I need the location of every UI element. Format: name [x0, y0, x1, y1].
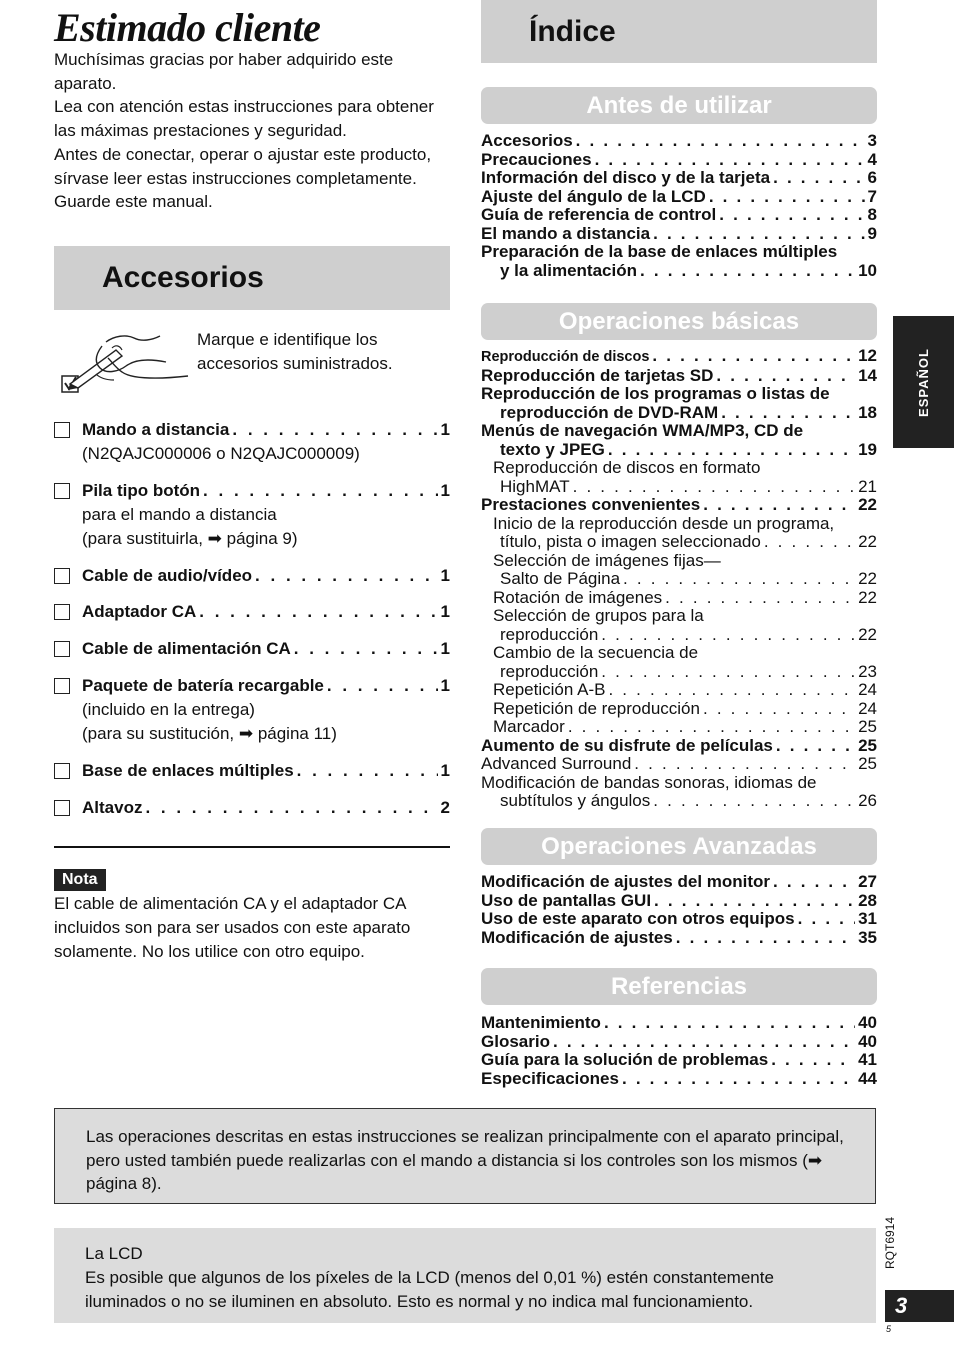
accessory-line — [82, 600, 450, 624]
accessory-note: (para sustituirla, ➡ página 9) — [82, 529, 298, 548]
leader-dots — [654, 892, 855, 911]
toc-entry[interactable] — [481, 755, 877, 774]
toc-entry[interactable] — [481, 478, 877, 497]
marker-instruction: Marque e identifique los accesorios suministrados. — [197, 330, 393, 373]
leader-dots — [623, 570, 855, 589]
leader-dots — [676, 929, 855, 948]
toc-entry[interactable] — [481, 404, 877, 423]
toc-entry-label: Uso de este aparato con otros equipos — [481, 909, 795, 928]
lcd-box — [54, 1228, 876, 1323]
accessory-item — [54, 674, 450, 746]
toc-entry-label: HighMAT — [500, 476, 570, 496]
leader-dots — [608, 681, 855, 700]
accessory-count: 1 — [440, 566, 450, 585]
pen-checkmark-icon — [56, 328, 194, 400]
info-box: Las operaciones descritas en estas instrucciones se realizan principalmente con el aparato principal, pero usted también puede realizarlas con el mando a distancia si los controles son los mismos (➡ página 8). — [54, 1108, 876, 1204]
toc-entry-label: Guía de referencia de control — [481, 205, 717, 224]
leader-dots — [145, 796, 437, 820]
toc-entry-label: Reproducción de los programas o listas de — [481, 384, 830, 403]
toc-entry-label: Modificación de ajustes del monitor — [481, 872, 771, 891]
toc-entry-page: 41 — [858, 1050, 877, 1069]
toc-entry-label: Rotación de imágenes — [493, 587, 663, 607]
intro-paragraph: Muchísimas gracias por haber adquirido este aparato. — [54, 50, 394, 93]
accessory-count: 1 — [440, 602, 450, 621]
accessory-count: 2 — [440, 798, 450, 817]
accessory-label: Paquete de batería recargable — [82, 676, 324, 695]
accessory-item — [54, 564, 450, 588]
leader-dots — [709, 188, 865, 207]
toc-entry-label: Marcador — [493, 717, 565, 736]
accessory-item — [54, 637, 450, 661]
toc-entry[interactable] — [481, 570, 877, 589]
leader-dots — [232, 418, 437, 442]
toc-section-title: Referencias — [610, 972, 748, 1000]
toc-list — [481, 873, 877, 947]
toc-entry-page: 19 — [858, 439, 877, 459]
lcd-box-text: Es posible que algunos de los píxeles de la LCD (menos del 0,01 %) estén constantemente iluminados o no se iluminen en absoluto. Esto es normal y no indica mal funcionamiento. — [85, 1268, 774, 1311]
toc-entry[interactable] — [481, 663, 877, 682]
leader-dots — [764, 533, 855, 552]
toc-entry-page: 6 — [867, 168, 877, 187]
toc-entry[interactable] — [481, 422, 877, 441]
checkbox[interactable] — [54, 568, 70, 584]
accessory-item — [54, 759, 450, 783]
toc-entry-label: Accesorios — [481, 131, 573, 150]
toc-entry-page: 44 — [858, 1068, 877, 1088]
toc-entry[interactable] — [481, 644, 877, 663]
leader-dots — [634, 755, 855, 774]
toc-entry[interactable] — [481, 700, 877, 719]
toc-entry-page: 3 — [867, 131, 877, 150]
toc-entry-page: 26 — [858, 791, 877, 810]
toc-entry-page: 22 — [858, 624, 877, 644]
toc-entry-label: subtítulos y ángulos — [500, 791, 651, 810]
toc-entry-page: 22 — [858, 532, 877, 551]
toc-entry[interactable] — [481, 1014, 877, 1033]
checkbox[interactable] — [54, 678, 70, 694]
toc-section-title: Operaciones básicas — [558, 307, 800, 335]
toc-entry[interactable] — [481, 367, 877, 386]
toc-section-title: Operaciones Avanzadas — [541, 832, 817, 860]
document-code — [872, 1210, 908, 1276]
toc-section-title: Antes de utilizar — [586, 91, 772, 119]
toc-entry-label: Inicio de la reproducción desde un programa, — [493, 513, 835, 533]
toc-entry[interactable] — [481, 552, 877, 571]
checkbox[interactable] — [54, 800, 70, 816]
leader-dots — [776, 737, 855, 756]
accessory-line — [82, 796, 450, 820]
toc-entry-page: 22 — [858, 587, 877, 607]
toc-entry-page: 18 — [858, 402, 877, 422]
accessory-item — [54, 418, 450, 466]
toc-entry[interactable] — [481, 589, 877, 608]
accessory-item — [54, 479, 450, 551]
checkbox[interactable] — [54, 763, 70, 779]
toc-entry[interactable] — [481, 347, 877, 367]
toc-entry[interactable] — [481, 496, 877, 515]
accessory-label: Pila tipo botón — [82, 481, 201, 500]
toc-entry-page: 25 — [858, 735, 877, 755]
toc-entry[interactable] — [481, 892, 877, 911]
toc-entry-page: 28 — [858, 890, 877, 910]
toc-entry-label: Cambio de la secuencia de — [493, 643, 699, 662]
leader-dots — [203, 479, 437, 503]
toc-entry-label: reproducción — [500, 661, 599, 681]
toc-entry-page: 10 — [858, 260, 877, 280]
toc-entry-label: y la alimentación — [500, 260, 637, 280]
language-tab-label: ESPAÑOL — [916, 347, 932, 417]
leader-dots — [773, 169, 864, 188]
toc-entry-label: Información del disco y de la tarjeta — [481, 168, 771, 187]
intro-paragraph: Antes de conectar, operar o ajustar este producto, sírvase leer estas instrucciones completamente. Guarde este manual. — [54, 144, 432, 212]
accessory-note: para el mando a distancia — [82, 505, 277, 524]
language-tab — [893, 316, 954, 448]
toc-entry-label: Prestaciones convenientes — [481, 495, 701, 514]
toc-entry-page: 25 — [858, 754, 877, 773]
toc-entry[interactable] — [481, 441, 877, 460]
toc-entry[interactable] — [481, 607, 877, 626]
leader-dots — [595, 151, 865, 170]
toc-entry-label: Precauciones — [481, 149, 592, 169]
toc-entry-label: El mando a distancia — [481, 223, 651, 243]
leader-dots — [719, 206, 864, 225]
checkbox[interactable] — [54, 483, 70, 499]
accessory-line — [82, 674, 450, 698]
toc-entry-page: 22 — [858, 569, 877, 588]
toc-entry-label: Reproducción de discos en formato — [493, 458, 761, 477]
leader-dots — [773, 873, 855, 892]
leader-dots — [608, 441, 855, 460]
toc-entry-label: Glosario — [481, 1031, 550, 1051]
leader-dots — [622, 1070, 855, 1089]
accessory-note: (para su sustitución, ➡ página 11) — [82, 724, 337, 743]
toc-section-heading — [481, 968, 877, 1005]
leader-dots — [601, 663, 855, 682]
accesorios-heading: Accesorios — [54, 246, 450, 310]
intro-text — [54, 48, 454, 214]
leader-dots — [297, 759, 438, 783]
accessory-line — [82, 418, 450, 442]
page-title: Estimado cliente — [54, 5, 321, 50]
toc-entry[interactable] — [481, 132, 877, 151]
leader-dots — [199, 600, 437, 624]
toc-entry-label: Uso de pantallas GUI — [481, 890, 652, 910]
toc-entry-page: 25 — [858, 717, 877, 736]
toc-entry-page: 14 — [858, 365, 877, 385]
toc-entry[interactable] — [481, 774, 877, 793]
toc-entry-page: 22 — [858, 495, 877, 514]
toc-entry-page: 35 — [858, 927, 877, 947]
toc-entry-page: 40 — [858, 1031, 877, 1051]
toc-section-heading — [481, 303, 877, 340]
leader-dots — [771, 1051, 855, 1070]
leader-dots — [665, 589, 855, 608]
toc-entry[interactable] — [481, 681, 877, 700]
accessory-line — [82, 759, 450, 783]
accessory-count: 1 — [440, 481, 450, 500]
leader-dots — [327, 674, 438, 698]
nota-text: El cable de alimentación CA y el adaptador CA incluidos son para ser usados con este aparato solamente. No los utilice con otro equipo. — [54, 894, 411, 961]
toc-entry-label: título, pista o imagen seleccionado — [500, 532, 761, 551]
accessory-line — [82, 479, 450, 503]
leader-dots — [640, 262, 855, 281]
toc-entry-label: texto y JPEG — [500, 439, 605, 459]
toc-entry[interactable] — [481, 718, 877, 737]
leader-dots — [568, 718, 855, 737]
toc-list — [481, 132, 877, 280]
accessory-count: 1 — [440, 420, 450, 439]
leader-dots — [255, 564, 437, 588]
lcd-box-title: La LCD — [85, 1244, 143, 1263]
toc-entry[interactable] — [481, 873, 877, 892]
toc-entry[interactable] — [481, 1070, 877, 1089]
toc-entry-label: Modificación de ajustes — [481, 927, 673, 947]
toc-entry-label: Preparación de la base de enlaces múltiples — [481, 242, 838, 261]
toc-entry-label: Guía para la solución de problemas — [481, 1050, 769, 1069]
toc-entry-page: 4 — [867, 149, 877, 169]
toc-entry[interactable] — [481, 515, 877, 534]
toc-section-heading — [481, 87, 877, 124]
accessory-line — [82, 564, 450, 588]
toc-entry[interactable] — [481, 151, 877, 170]
leader-dots — [653, 792, 855, 811]
accessory-label: Altavoz — [82, 798, 143, 817]
accessory-line — [82, 637, 450, 661]
leader-dots — [294, 637, 438, 661]
toc-entry[interactable] — [481, 929, 877, 948]
toc-entry-page: 40 — [858, 1013, 877, 1032]
toc-entry-label: Advanced Surround — [481, 754, 632, 773]
toc-entry[interactable] — [481, 533, 877, 552]
accessory-label: Cable de alimentación CA — [82, 639, 291, 658]
page-number: 3 — [885, 1290, 954, 1322]
accessory-count: 1 — [440, 761, 450, 780]
nota-badge: Nota — [54, 869, 106, 891]
toc-entry-page: 23 — [858, 661, 877, 681]
toc-section-heading — [481, 828, 877, 865]
toc-entry-label: Reproducción de discos — [481, 349, 650, 365]
toc-entry-label: reproducción de DVD-RAM — [500, 402, 719, 422]
toc-entry-label: Repetición de reproducción — [493, 698, 700, 718]
sheet-number: 5 — [886, 1324, 892, 1334]
toc-entry-label: Ajuste del ángulo de la LCD — [481, 186, 706, 206]
toc-entry-label: Reproducción de tarjetas SD — [481, 365, 714, 385]
leader-dots — [576, 132, 865, 151]
leader-dots — [703, 496, 855, 515]
toc-entry[interactable] — [481, 792, 877, 811]
leader-dots — [553, 1033, 855, 1052]
leader-dots — [798, 910, 855, 929]
toc-entry[interactable] — [481, 188, 877, 207]
toc-entry-page: 7 — [867, 186, 877, 206]
toc-entry-label: Menús de navegación WMA/MP3, CD de — [481, 421, 804, 440]
toc-entry-label: Salto de Página — [500, 569, 621, 588]
toc-entry[interactable] — [481, 243, 877, 262]
divider — [54, 846, 450, 848]
toc-entry[interactable] — [481, 626, 877, 645]
leader-dots — [573, 478, 855, 497]
toc-entry[interactable] — [481, 385, 877, 404]
intro-paragraph: Lea con atención estas instrucciones para obtener las máximas prestaciones y seguridad. — [54, 97, 434, 141]
leader-dots — [716, 367, 855, 386]
indice-heading: Índice — [481, 0, 877, 63]
toc-entry-page: 9 — [867, 223, 877, 243]
toc-entry[interactable] — [481, 262, 877, 281]
toc-entry[interactable] — [481, 206, 877, 225]
accessory-count: 1 — [440, 639, 450, 658]
accessory-label: Base de enlaces múltiples — [82, 761, 294, 780]
toc-entry-label: Selección de grupos para la — [493, 606, 704, 625]
accessory-note: (incluido en la entrega) — [82, 700, 255, 719]
accessory-note: (N2QAJC000006 o N2QAJC000009) — [82, 444, 360, 463]
leader-dots — [604, 1014, 855, 1033]
leader-dots — [703, 700, 855, 719]
checkbox[interactable] — [54, 641, 70, 657]
accessory-item — [54, 600, 450, 624]
toc-entry[interactable] — [481, 910, 877, 929]
toc-entry[interactable] — [481, 1051, 877, 1070]
toc-entry-page: 12 — [858, 346, 877, 365]
leader-dots — [652, 347, 855, 366]
accessory-count: 1 — [440, 676, 450, 695]
toc-entry-page: 8 — [867, 205, 877, 224]
accessory-label: Cable de audio/vídeo — [82, 566, 253, 585]
toc-entry-page: 24 — [858, 698, 877, 718]
leader-dots — [653, 225, 864, 244]
toc-entry-page: 27 — [858, 872, 877, 891]
toc-list — [481, 1014, 877, 1088]
accessory-label: Mando a distancia — [82, 420, 230, 439]
leader-dots — [601, 626, 855, 645]
toc-entry-label: Repetición A-B — [493, 680, 606, 699]
toc-entry-label: Aumento de su disfrute de películas — [481, 735, 773, 755]
toc-entry-label: Mantenimiento — [481, 1013, 601, 1032]
toc-entry[interactable] — [481, 1033, 877, 1052]
toc-entry-label: Modificación de bandas sonoras, idiomas de — [481, 772, 817, 792]
toc-list — [481, 347, 877, 811]
toc-entry-label: Especificaciones — [481, 1068, 619, 1088]
leader-dots — [721, 404, 855, 423]
toc-entry[interactable] — [481, 737, 877, 756]
checkbox[interactable] — [54, 604, 70, 620]
toc-entry-label: reproducción — [500, 624, 599, 644]
toc-entry-page: 21 — [858, 476, 877, 496]
toc-entry-page: 24 — [858, 680, 877, 699]
checkbox[interactable] — [54, 422, 70, 438]
toc-entry-page: 31 — [858, 909, 877, 928]
toc-entry[interactable] — [481, 459, 877, 478]
accessory-label: Adaptador CA — [82, 602, 197, 621]
toc-entry[interactable] — [481, 169, 877, 188]
accessory-item — [54, 796, 450, 820]
toc-entry[interactable] — [481, 225, 877, 244]
toc-entry-label: Selección de imágenes fijas— — [493, 550, 721, 570]
document-code-label: RQT6914 — [883, 1216, 897, 1270]
